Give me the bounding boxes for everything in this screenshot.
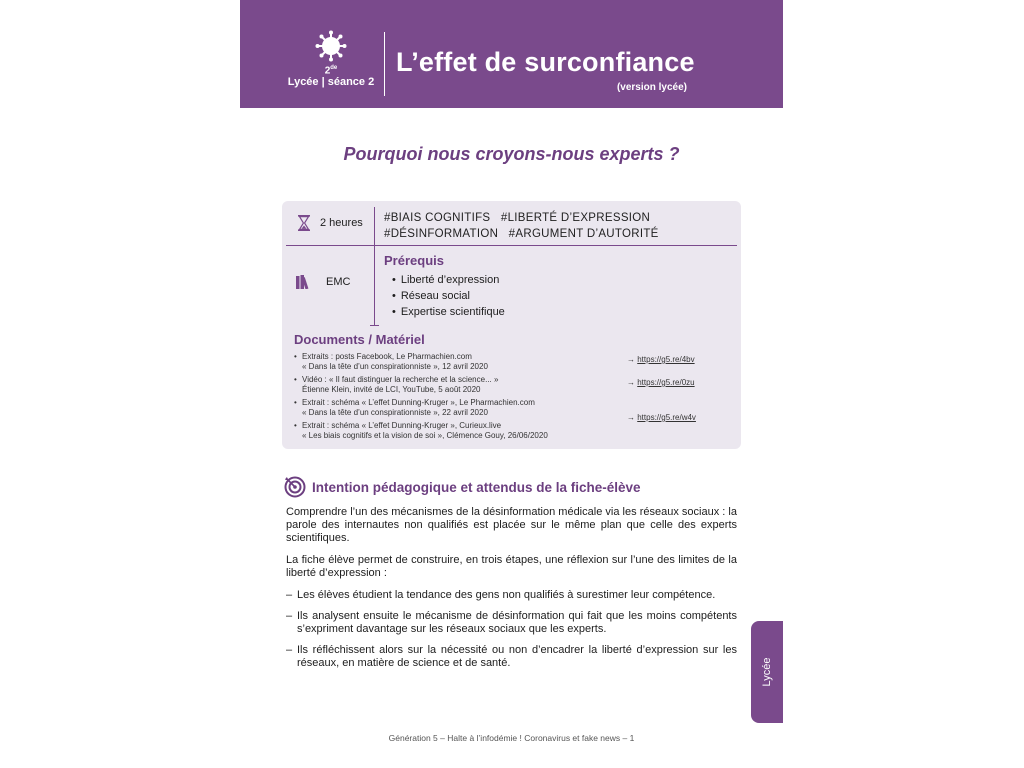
hashtags-line-1: #BIAIS COGNITIFS #LIBERTÉ D’EXPRESSION [384,212,651,224]
subject-label: EMC [326,276,351,288]
doc-line: « Dans la tête d’un conspirationniste », 12 avril 2020 [302,362,488,371]
doc-line: Étienne Klein, invité de LCI, YouTube, 5 août 2020 [302,385,481,394]
prereq-list [392,272,505,320]
info-divider [286,245,737,246]
hashtags-line-2: #DÉSINFORMATION #ARGUMENT D’AUTORITÉ [384,228,659,240]
intention-title: Intention pédagogique et attendus de la fiche-élève [312,479,641,495]
header-divider [384,32,385,96]
paragraph: Comprendre l’un des mécanismes de la désinformation médicale via les réseaux sociaux : la parole des internautes non qualifiés est placée sur le même plan que celle des experts scientifiques. [286,506,737,544]
page-title: L’effet de surconfiance [396,47,695,77]
doc-link-url[interactable]: https://g5.re/4bv [637,355,695,364]
arrow-icon: → [627,355,635,364]
side-tab-label: Lycée [761,657,773,687]
list-item: – Ils réfléchissent alors sur la nécessité ou non d’encadrer la liberté d’expression sur les réseaux, en matière de science et de santé. [286,644,737,670]
virus-icon [315,30,347,62]
document-page [240,0,783,768]
target-icon [284,476,306,498]
header-banner [240,0,783,108]
hashtags [384,210,659,242]
prereq-heading: Prérequis [384,253,444,268]
list-item: – Ils analysent ensuite le mécanisme de désinformation qui fait que les moins compétents s’expriment davantage sur les réseaux sociaux que les experts. [286,610,737,636]
hourglass-icon [298,215,310,231]
page-subtitle: (version lycée) [616,82,687,93]
doc-text [302,352,622,372]
info-box [282,201,741,449]
list-item: • Expertise scientifique [392,304,505,320]
doc-text [302,398,622,418]
doc-line: • Extraits : posts Facebook, Le Pharmachien.com [302,352,472,361]
doc-line: • Extrait : schéma « L’effet Dunning-Kruger », Le Pharmachien.com [302,398,535,407]
books-icon [296,275,312,289]
grade-label: 2de [324,65,338,77]
doc-link-url[interactable]: https://g5.re/w4v [637,413,696,422]
doc-text [302,421,622,441]
docs-heading: Documents / Matériel [294,332,425,347]
intention-body [286,506,737,678]
info-divider-tick [370,325,379,326]
doc-text [302,375,622,395]
duration-label: 2 heures [320,217,363,229]
doc-link-url[interactable]: https://g5.re/0zu [637,378,695,387]
lesson-question: Pourquoi nous croyons-nous experts ? [343,144,680,164]
list-item: – Les élèves étudient la tendance des gens non qualifiés à surestimer leur compétence. [286,589,737,602]
page-footer: Génération 5 – Halte à l’infodémie ! Coronavirus et fake news – 1 [388,733,635,743]
list-item: • Liberté d’expression [392,272,505,288]
subject [296,275,350,289]
doc-line: « Les biais cognitifs et la vision de soi », Clémence Gouy, 26/06/2020 [302,431,548,440]
list-item: • Réseau social [392,288,505,304]
level-badge [276,30,386,89]
level-label: Lycée | séance 2 [287,76,375,89]
intention-heading [284,476,641,498]
arrow-icon: → [627,413,635,422]
doc-link[interactable] [627,378,695,388]
side-tab-lycee [751,621,783,723]
doc-link[interactable] [627,413,696,423]
doc-link[interactable] [627,355,695,365]
arrow-icon: → [627,378,635,387]
paragraph: La fiche élève permet de construire, en trois étapes, une réflexion sur l’une des limites de la liberté d’expression : [286,554,737,579]
doc-line: « Dans la tête d’un conspirationniste », 22 avril 2020 [302,408,488,417]
duration [298,215,363,231]
doc-line: • Extrait : schéma « L’effet Dunning-Kruger », Curieux.live [302,421,502,430]
info-vertical-divider [374,207,375,325]
doc-line: • Vidéo : « Il faut distinguer la recherche et la science... » [302,375,499,384]
